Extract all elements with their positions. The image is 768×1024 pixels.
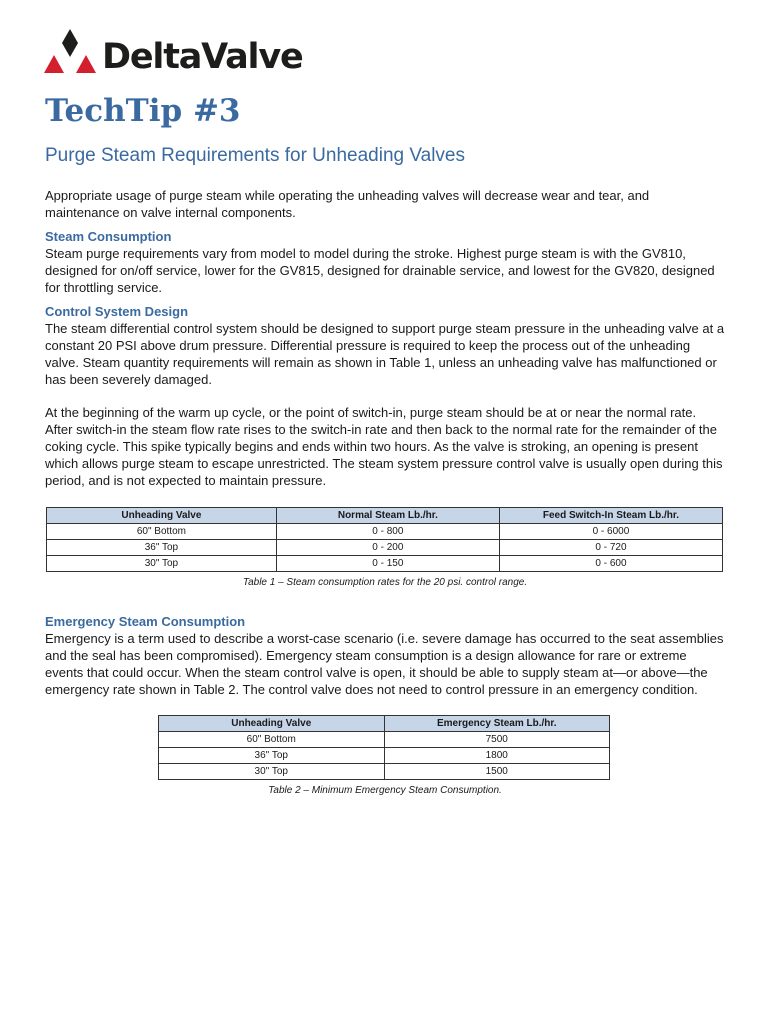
page-subtitle: Purge Steam Requirements for Unheading Valves [45,145,465,166]
table2-caption: Table 2 – Minimum Emergency Steam Consumption. [268,785,502,796]
steam-consumption-heading: Steam Consumption [45,229,172,244]
table-cell: 60" Bottom [47,524,277,540]
table-cell: 30" Top [159,764,385,780]
steam-consumption-paragraph: Steam purge requirements vary from model to model during the stroke. Highest purge steam is with the GV810, designed for on/off service, lower for the GV815, designed for drainable service, and lowest for the GV820, designed for throttling service. [45,246,715,295]
table-cell: 0 - 800 [276,524,499,540]
table-row [159,732,610,748]
table-header-cell: Unheading Valve [159,716,385,732]
table-header-row [47,508,723,524]
deltavalve-logo-icon [44,29,98,79]
control-system-paragraph-1: The steam differential control system should be designed to support purge steam pressure in the unheading valve at a constant 20 PSI above drum pressure. Differential pressure is required to keep the process out of the unheading valve. Steam quantity requirements will remain as shown in Table 1, unless an unheading valve has malfunctioned or has been severely damaged. [45,321,725,387]
document-body [45,187,725,797]
steam-consumption-table [46,507,723,572]
table-header-cell: Unheading Valve [47,508,277,524]
table-cell: 7500 [384,732,610,748]
table-cell: 1800 [384,748,610,764]
emergency-paragraph: Emergency is a term used to describe a worst-case scenario (i.e. severe damage has occurred to the seat assemblies and the seal has been compromised). Emergency steam consumption is a design allowance for rare or extreme events that could occur. When the steam control valve is open, it should be able to supply steam at—or above—the emergency rate shown in Table 2. The control valve does not need to control pressure in an emergency condition. [45,631,724,697]
table-row [47,540,723,556]
table-row [159,764,610,780]
table-cell: 30" Top [47,556,277,572]
table-cell: 1500 [384,764,610,780]
control-system-paragraph-2: At the beginning of the warm up cycle, or the point of switch-in, purge steam should be at or near the normal rate. After switch-in the steam flow rate rises to the switch-in rate and then back to the normal rate for the remainder of the coking cycle. This spike typically begins and ends within two hours. As the valve is stroking, an opening is present which allows purge steam to escape unrestricted. The steam system pressure control valve is usually open during this period, and is not expected to maintain pressure. [45,405,723,488]
table-cell: 0 - 6000 [499,524,722,540]
table-header-row [159,716,610,732]
table-cell: 60" Bottom [159,732,385,748]
emergency-steam-table [158,715,610,780]
page-title: TechTip #3 [45,93,241,129]
table-header-cell: Feed Switch-In Steam Lb./hr. [499,508,722,524]
intro-paragraph: Appropriate usage of purge steam while operating the unheading valves will decrease wear and tear, and maintenance on valve internal components. [45,188,650,220]
brand-name: DeltaValve [102,36,303,77]
table-cell: 0 - 200 [276,540,499,556]
table-row [159,748,610,764]
control-system-heading: Control System Design [45,304,189,319]
table-cell: 36" Top [159,748,385,764]
deltavalve-logo [44,28,302,80]
table-header-cell: Emergency Steam Lb./hr. [384,716,610,732]
table-header-cell: Normal Steam Lb./hr. [276,508,499,524]
table1-caption: Table 1 – Steam consumption rates for the 20 psi. control range. [242,577,528,588]
table-row [47,524,723,540]
table-row [47,556,723,572]
table-cell: 0 - 150 [276,556,499,572]
table-cell: 36" Top [47,540,277,556]
table-cell: 0 - 720 [499,540,722,556]
table-cell: 0 - 600 [499,556,722,572]
emergency-heading: Emergency Steam Consumption [45,614,246,629]
